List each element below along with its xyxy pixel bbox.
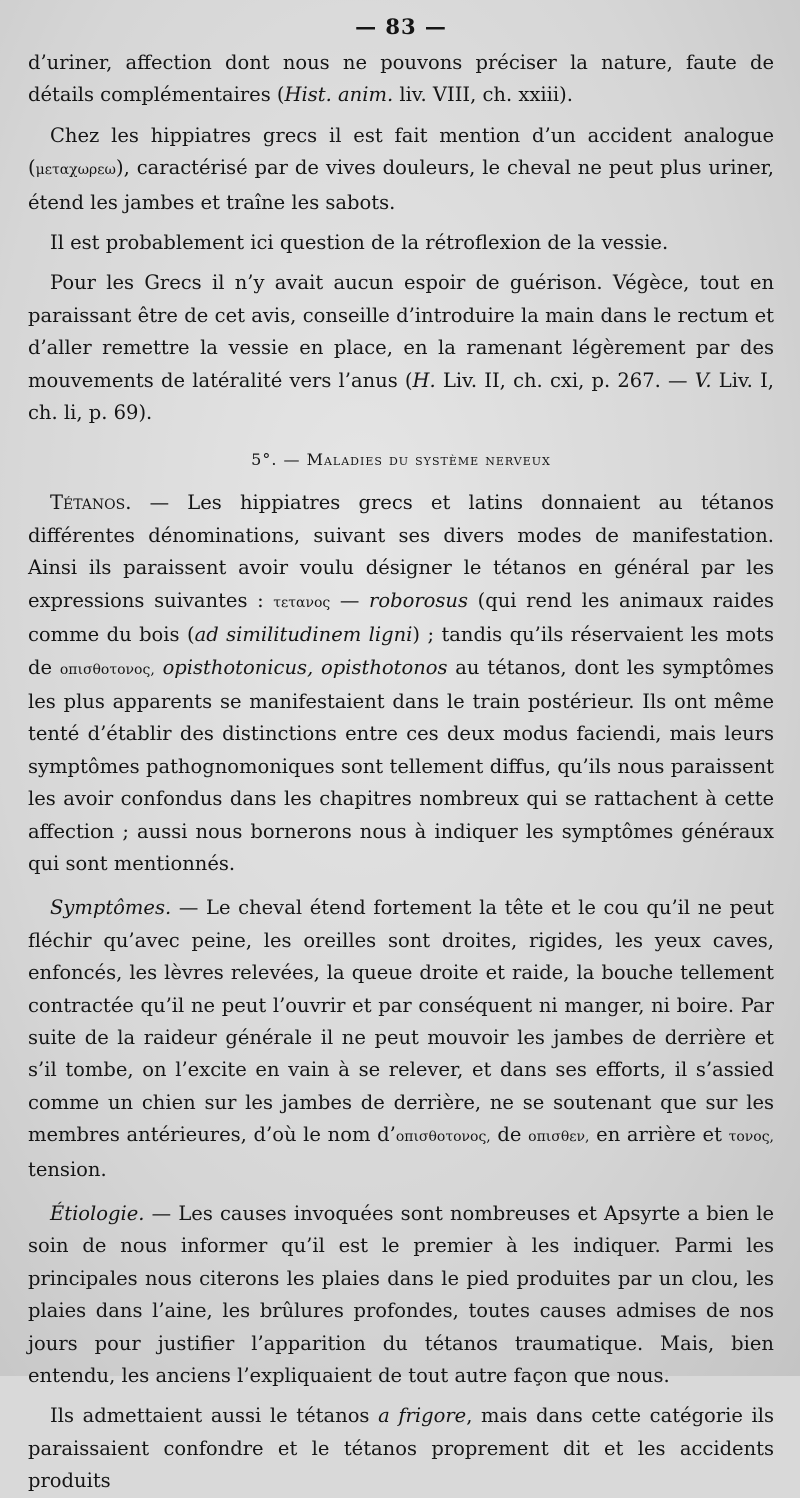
section-title: 5°. — Maladies du système nerveux xyxy=(251,450,551,470)
paragraph-tetanos: Tétanos. — Les hippiatres grecs et latins donnaient au tétanos différentes dénominations, suivant ses divers modes de manifestation. Ainsi ils paraissent avoir voulu désigner le tétanos en général par les expressions suivantes : τετανος — roborosus (qui rend les animaux raides comme du bois (ad similitudinem ligni) ; tandis qu’ils réservaient les mots de οπισθοτονος, opisthotonicus, opisthotonos au tétanos, dont les symptômes les plus apparents se manifestaient dans le train postérieur. Ils ont même tenté d’établir des distinctions entre ces deux modus faciendi, mais leurs symptômes pathognomoniques sont tellement diffus, qu’ils nous paraissent les avoir confondus dans les chapitres nombreux qui se rattachent à cette affection ; aussi nous bornerons nous à indiquer les symptômes généraux qui sont mentionnés. xyxy=(28,491,774,875)
paragraph-etiologie: Étiologie. — Les causes invoquées sont nombreuses et Apsyrte a bien le soin de nous informer qu’il est le premier à les indiquer. Parmi les principales nous citerons les plaies dans le pied produites par un clou, les plaies dans l’aine, les brûlures profondes, toutes causes admises de nos jours pour justifier l’apparition du tétanos traumatique. Mais, bien entendu, les anciens l’expliquaient de tout autre façon que nous. xyxy=(28,1202,774,1388)
paragraph-4: Pour les Grecs il n’y avait aucun espoir de guérison. Végèce, tout en paraissant être de cet avis, conseille d’introduire la main dans le rectum et d’aller remettre la vessie en place, en la ramenant légèrement par des mouvements de latéralité vers l’anus (H. Liv. II, ch. cxi, p. 267. — V. Liv. I, ch. li, p. 69). xyxy=(28,271,774,425)
reference-hist-anim: Hist. anim. xyxy=(284,83,394,107)
paragraph-2: Chez les hippiatres grecs il est fait mention d’un accident analogue (μεταχωρεω), caractérisé par de vives douleurs, le cheval ne peut plus uriner, étend les jambes et traîne les sabots. xyxy=(28,123,774,214)
paragraph-symptomes: Symptômes. — Le cheval étend fortement la tête et le cou qu’il ne peut fléchir qu’avec peine, les oreilles sont droites, rigides, les yeux caves, enfoncés, les lèvres relevées, la queue droite et raide, la bouche tellement contractée qu’il ne peut l’ouvrir et par conséquent ni manger, ni boire. Par suite de la raideur générale il ne peut mouvoir les jambes de derrière et s’il tombe, on l’excite en vain à se relever, et dans ses efforts, il s’assied comme un chien sur les jambes de derrière, ne se soutenant que sur les membres antérieures, d’où le nom d’οπισθοτονος, de οπισθεν, en arrière et τονος, tension. xyxy=(28,896,774,1181)
heading-tetanos: Tétanos. xyxy=(50,491,132,515)
greek-term: μεταχωρεω xyxy=(35,162,116,179)
greek-term: τετανος xyxy=(273,594,331,611)
paragraph-3: Il est probablement ici question de la rétroflexion de la vessie. xyxy=(50,231,669,255)
greek-term: οπισθοτονος, xyxy=(395,1129,491,1146)
greek-term: οπισθεν, xyxy=(528,1129,590,1146)
paragraph-1: d’uriner, affection dont nous ne pouvons préciser la nature, faute de détails complémentaires (Hist. anim. liv. VIII, ch. xxiii). xyxy=(28,51,774,107)
greek-term: τονος, xyxy=(728,1129,774,1146)
paragraph-8: Ils admettaient aussi le tétanos a frigore, mais dans cette catégorie ils paraissaient confondre et le tétanos proprement dit et les accidents produits xyxy=(28,1404,774,1493)
page-number: — 83 — xyxy=(355,14,447,39)
greek-term: οπισθοτονος, xyxy=(59,661,155,678)
heading-symptomes: Symptômes. xyxy=(50,896,172,920)
heading-etiologie: Étiologie. xyxy=(50,1202,145,1225)
